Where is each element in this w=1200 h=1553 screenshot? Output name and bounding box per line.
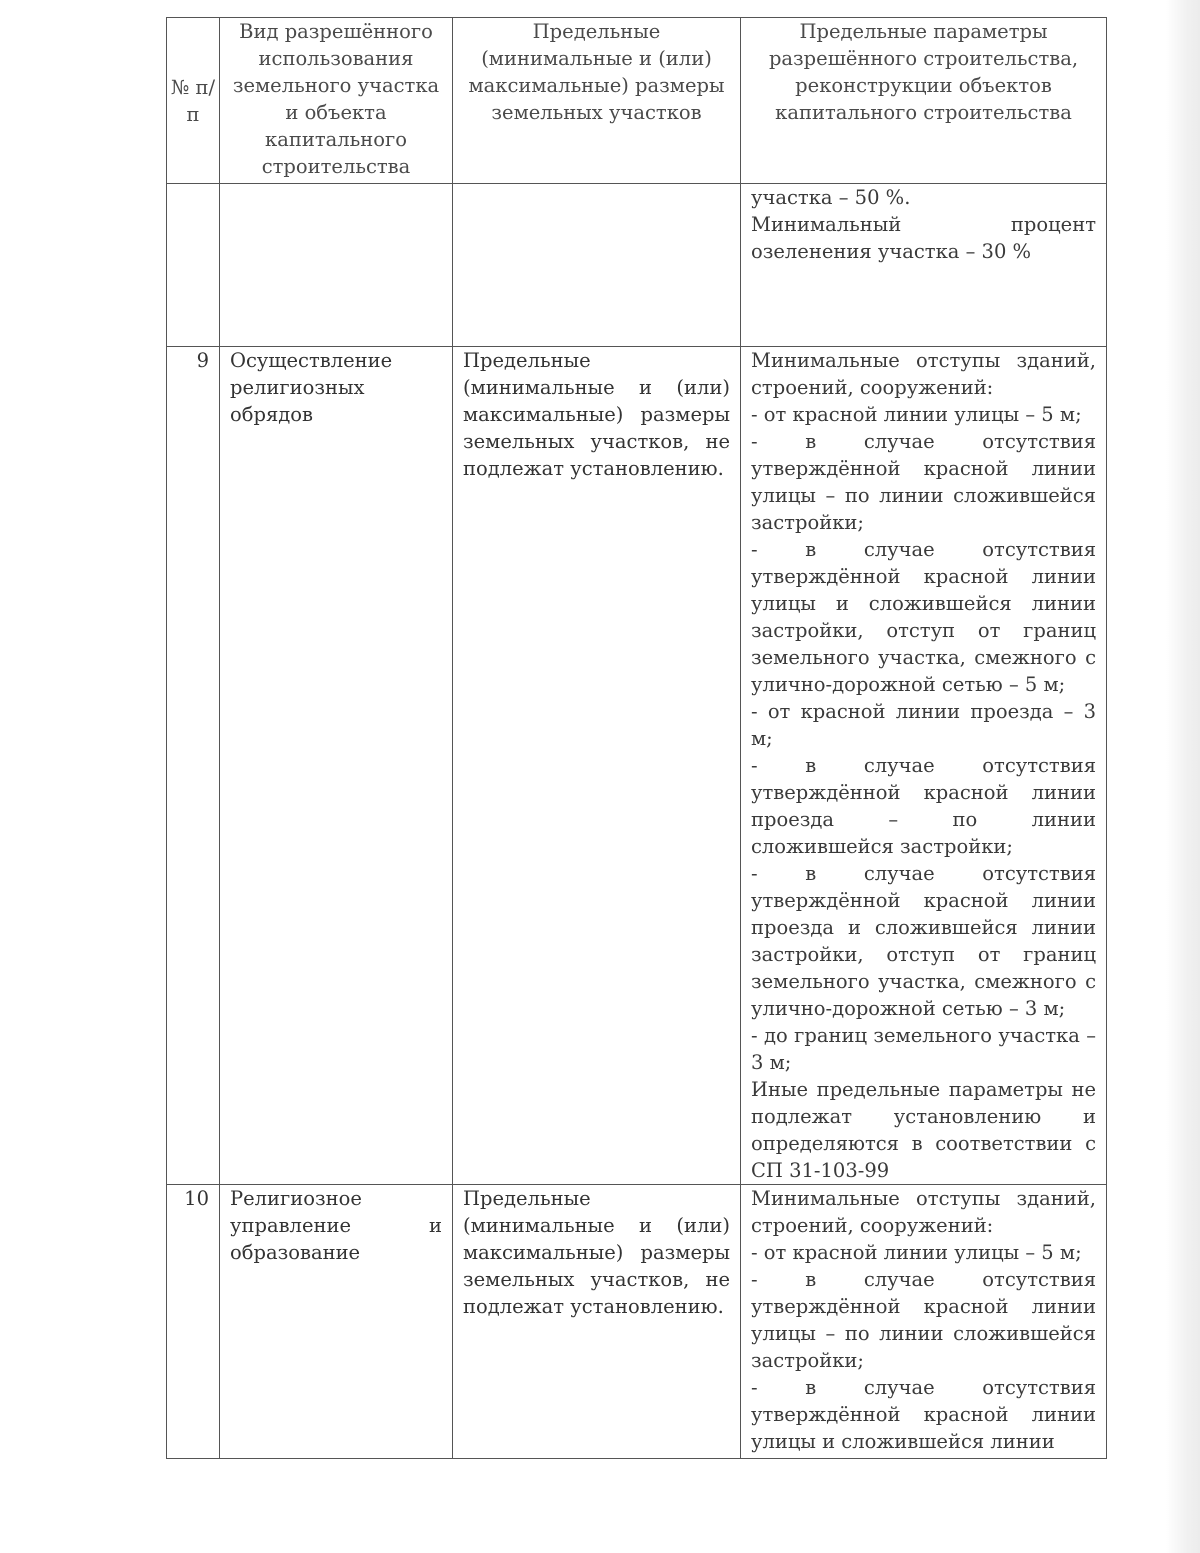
header-plot-sizes: Предельные (минимальные и (или) максимальные) размеры земельных участков: [453, 18, 741, 184]
table-row-continuation: [167, 184, 1107, 347]
cell-plot-sizes: Предельные (минимальные и (или) максимальные) размеры земельных участков, не подлежат установлению.: [453, 1185, 741, 1459]
cell-construction-params: [741, 347, 1107, 1185]
param-line: - до границ земельного участка – 3 м;: [751, 1024, 1096, 1074]
cell-construction-params: [741, 1185, 1107, 1459]
table-row: [167, 347, 1107, 1185]
zoning-regulations-table: [166, 17, 1107, 1459]
param-line: участка – 50 %.: [751, 186, 911, 209]
header-usage-kind: Вид разрешённого использования земельного участка и объекта капитального строительства: [220, 18, 453, 184]
cell-number: [167, 184, 220, 347]
table-header-row: [167, 18, 1107, 184]
page-edge-shadow: [1166, 0, 1200, 1553]
param-line: Минимальные отступы зданий, строений, сооружений:: [751, 1187, 1096, 1237]
param-line: Минимальные отступы зданий, строений, сооружений:: [751, 349, 1096, 399]
cell-usage-kind: Осуществление религиозных обрядов: [220, 347, 453, 1185]
cell-usage-kind: Религиозное управление и образование: [220, 1185, 453, 1459]
param-line: - от красной линии улицы – 5 м;: [751, 1241, 1082, 1264]
param-line: - в случае отсутствия утверждённой красной линии улицы и сложившейся линии: [751, 1376, 1096, 1453]
param-line: - в случае отсутствия утверждённой красной линии проезда и сложившейся линии застройки, отступ от границ земельного участка, смежного с улично-дорожной сетью – 3 м;: [751, 862, 1096, 1020]
param-line: - в случае отсутствия утверждённой красной линии улицы – по линии сложившейся застройки;: [751, 1268, 1096, 1372]
param-line: - от красной линии проезда – 3 м;: [751, 700, 1096, 750]
cell-plot-sizes: [453, 184, 741, 347]
cell-number: 10: [167, 1185, 220, 1459]
header-number: № п/п: [167, 18, 220, 184]
table-row: [167, 1185, 1107, 1459]
cell-plot-sizes: Предельные (минимальные и (или) максимальные) размеры земельных участков, не подлежат установлению.: [453, 347, 741, 1185]
param-line: Минимальный процент озеленения участка – 30 %: [751, 213, 1096, 263]
param-line: - в случае отсутствия утверждённой красной линии проезда – по линии сложившейся застройки;: [751, 754, 1096, 858]
header-construction-params: Предельные параметры разрешённого строительства, реконструкции объектов капитального строительства: [741, 18, 1107, 184]
cell-number: 9: [167, 347, 220, 1185]
param-line: Иные предельные параметры не подлежат установлению и определяются в соответствии с СП 31-103-99: [751, 1078, 1096, 1182]
cell-construction-params: [741, 184, 1107, 347]
param-line: - в случае отсутствия утверждённой красной линии улицы и сложившейся линии застройки, отступ от границ земельного участка, смежного с улично-дорожной сетью – 5 м;: [751, 538, 1096, 696]
cell-usage-kind: [220, 184, 453, 347]
param-line: - от красной линии улицы – 5 м;: [751, 403, 1082, 426]
param-line: - в случае отсутствия утверждённой красной линии улицы – по линии сложившейся застройки;: [751, 430, 1096, 534]
